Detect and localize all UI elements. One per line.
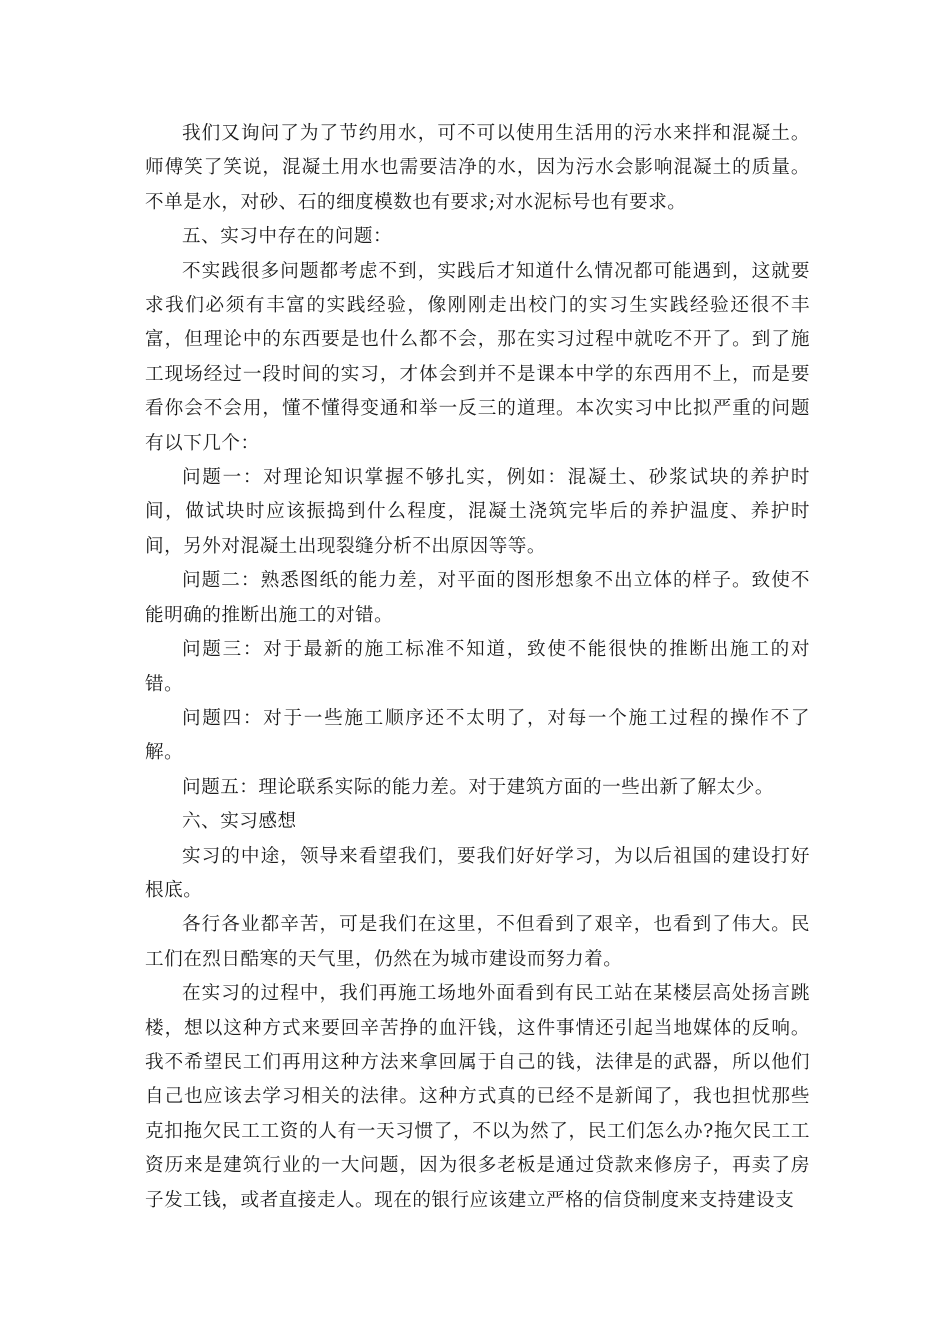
paragraph-problem-one: 问题一：对理论知识掌握不够扎实，例如：混凝土、砂浆试块的养护时间，做试块时应该振捣到什么程度，混凝土浇筑完毕后的养护温度、养护时间，另外对混凝土出现裂缝分析不出原因等等。 bbox=[145, 467, 810, 557]
document-body bbox=[145, 117, 810, 1218]
paragraph-problem-three: 问题三：对于最新的施工标准不知道，致使不能很快的推断出施工的对错。 bbox=[145, 639, 810, 695]
section-heading-problems: 五、实习中存在的问题： bbox=[182, 226, 393, 248]
paragraph-leader-visit: 实习的中途，领导来看望我们，要我们好好学习，为以后祖国的建设打好根底。 bbox=[145, 845, 810, 901]
paragraph-problem-five: 问题五：理论联系实际的能力差。对于建筑方面的一些出新了解太少。 bbox=[182, 776, 774, 798]
paragraph-water-inquiry: 我们又询问了为了节约用水，可不可以使用生活用的污水来拌和混凝土。师傅笑了笑说，混凝土用水也需要洁净的水，因为污水会影响混凝土的质量。不单是水，对砂、石的细度模数也有要求;对水泥标号也有要求。 bbox=[145, 123, 810, 213]
paragraph-unpaid-wages: 在实习的过程中，我们再施工场地外面看到有民工站在某楼层高处扬言跳楼，想以这种方式来要回辛苦挣的血汗钱，这件事情还引起当地媒体的反响。我不希望民工们再用这种方法来拿回属于自己的钱，法律是的武器，所以他们自己也应该去学习相关的法律。这种方式真的已经不是新闻了，我也担忧那些克扣拖欠民工工资的人有一天习惯了，不以为然了，民工们怎么办?拖欠民工工资历来是建筑行业的一大问题，因为很多老板是通过贷款来修房子，再卖了房子发工钱，或者直接走人。现在的银行应该建立严格的信贷制度来支持建设支 bbox=[145, 983, 810, 1211]
paragraph-problem-two: 问题二：熟悉图纸的能力差，对平面的图形想象不出立体的样子。致使不能明确的推断出施工的对错。 bbox=[145, 570, 810, 626]
section-heading-reflections: 六、实习感想 bbox=[182, 811, 297, 833]
paragraph-workers-hardship: 各行各业都辛苦，可是我们在这里，不但看到了艰辛，也看到了伟大。民工们在烈日酷寒的天气里，仍然在为城市建设而努力着。 bbox=[145, 914, 810, 970]
paragraph-practice-experience: 不实践很多问题都考虑不到，实践后才知道什么情况都可能遇到，这就要求我们必须有丰富的实践经验，像刚刚走出校门的实习生实践经验还很不丰富，但理论中的东西要是也什么都不会，那在实习过程中就吃不开了。到了施工现场经过一段时间的实习，才体会到并不是课本中学的东西用不上，而是要看你会不会用，懂不懂得变通和举一反三的道理。本次实习中比拟严重的问题有以下几个： bbox=[145, 260, 810, 454]
paragraph-problem-four: 问题四：对于一些施工顺序还不太明了，对每一个施工过程的操作不了解。 bbox=[145, 707, 810, 764]
